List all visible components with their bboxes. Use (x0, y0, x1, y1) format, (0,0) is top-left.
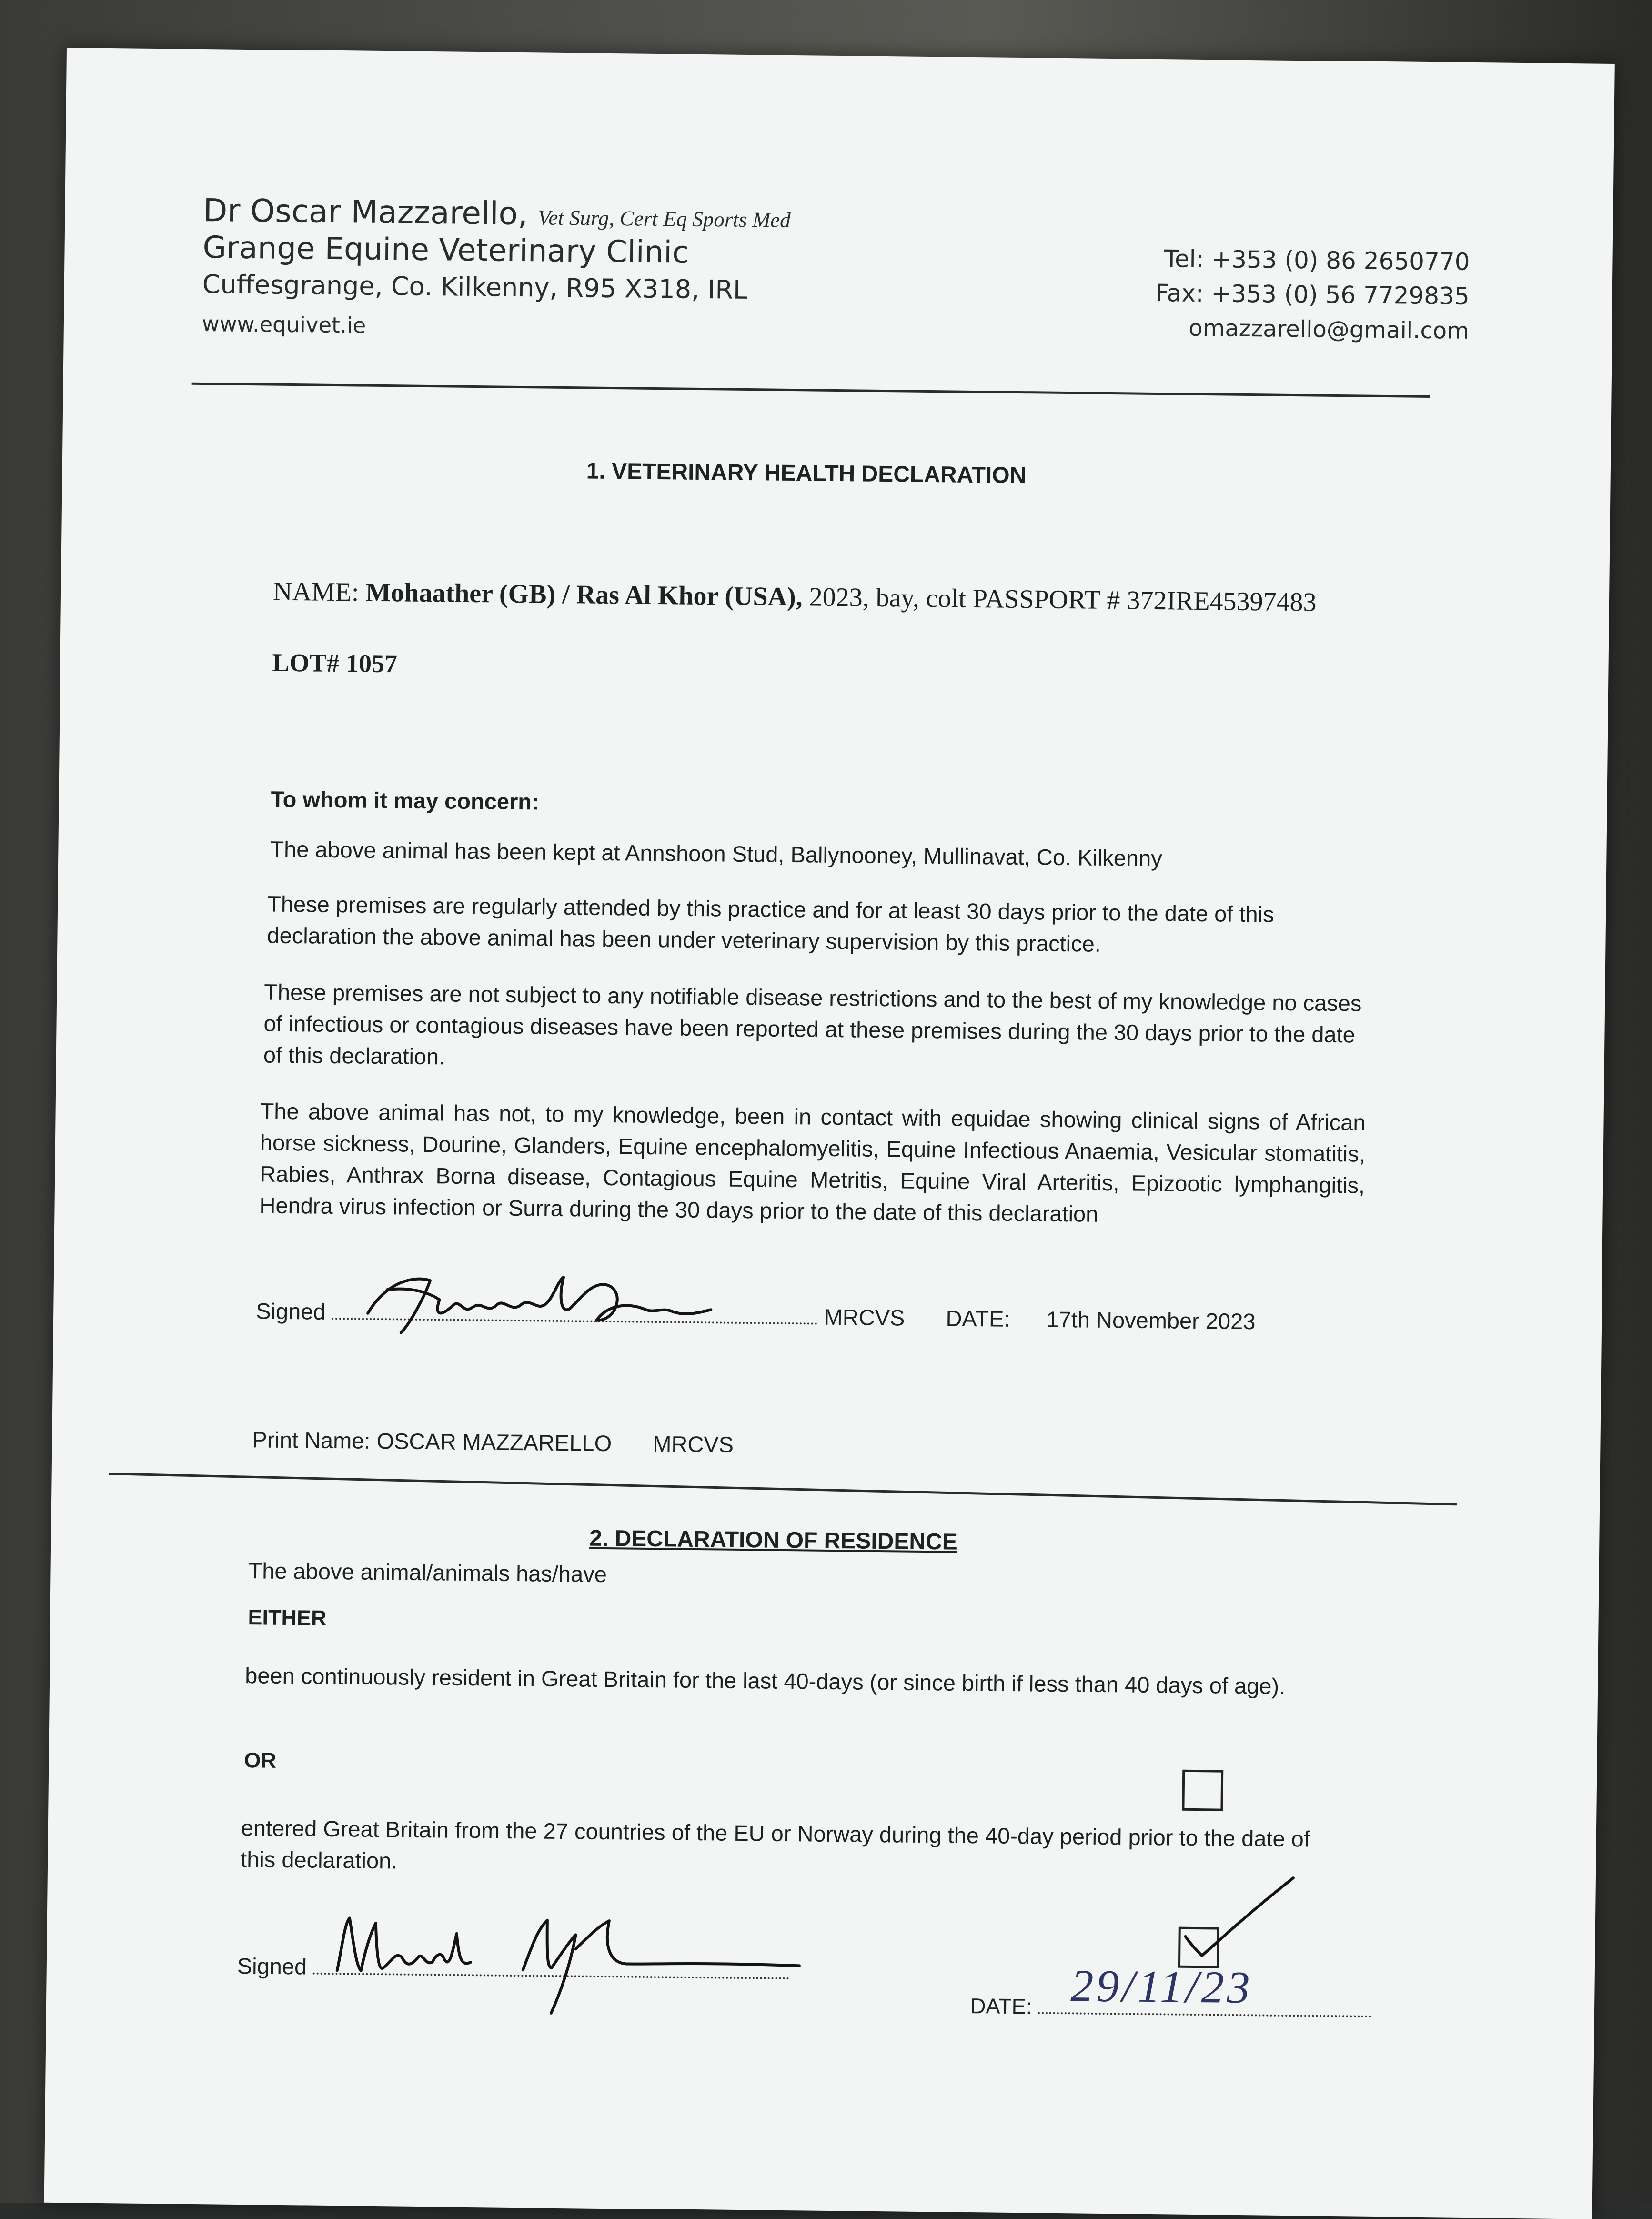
signed-label: Signed (255, 1298, 326, 1324)
fax: Fax: +353 (0) 56 7729835 (1155, 279, 1470, 310)
option-1-checkbox[interactable] (1182, 1770, 1223, 1811)
name-label: NAME: (272, 576, 359, 607)
vet-name-line (203, 192, 791, 235)
print-name-label: Print Name: (252, 1427, 371, 1453)
owner-signature (322, 1889, 896, 2029)
option-text: entered Great Britain from the 27 countries of the EU or Norway during the 40-day period prior to the date of this declaration. (240, 1815, 1310, 1874)
section-divider (109, 1473, 1457, 1505)
animal-details: 2023, bay, colt PASSPORT # 372IRE45397483 (809, 582, 1317, 617)
vet-qualifications: Vet Surg, Cert Eq Sports Med (537, 205, 791, 232)
vet-signature (358, 1261, 721, 1346)
date-label: DATE: (946, 1305, 1010, 1331)
document-page (44, 48, 1615, 2219)
print-name-suffix: MRCVS (653, 1431, 734, 1457)
checkmark-icon (1176, 1860, 1300, 1967)
declaration-paragraph-1 (270, 834, 1376, 877)
clinic-address: Cuffesgrange, Co. Kilkenny, R95 X318, IRL (202, 269, 748, 305)
option-text: been continuously resident in Great Britain for the last 40-days (or since birth if less than 40 days of age). (244, 1663, 1286, 1699)
paragraph-text: The above animal has been kept at Annshoon Stud, Ballynooney, Mullinavat, Co. Kilkenny (270, 836, 1163, 871)
date-label: DATE: (970, 1994, 1032, 2019)
paragraph-text: These premises are regularly attended by this practice and for at least 30 days prior to the date of this declaration the above animal has been under veterinary supervision by this practice. (267, 891, 1274, 957)
declaration-paragraph-4 (259, 1095, 1366, 1232)
section2-title: 2. DECLARATION OF RESIDENCE (589, 1525, 958, 1555)
greeting: To whom it may concern: (271, 786, 539, 815)
clinic-name: Grange Equine Veterinary Clinic (202, 230, 689, 271)
animal-name: Mohaather (GB) / Ras Al Khor (USA), (365, 577, 803, 612)
signed-label: Signed (237, 1953, 307, 1979)
lot-label: LOT# (272, 648, 340, 678)
website-link[interactable]: www.equivet.ie (201, 311, 366, 338)
handwritten-date: 29/11/23 (1070, 1960, 1253, 2013)
paragraph-text: The above animal has not, to my knowledge, been in contact with equidae showing clinical signs of African horse sickness, Dourine, Glanders, Equine encephalomyelitis, Equine Infectious Anaemia, Vesicular stomatitis, Rabies, Anthrax Borna disease, Contagious Equine Metritis, Equine Viral Arteritis, Epizootic lymphangitis, Hendra virus infection or Surra during the 30 days prior to the date of this declaration (259, 1098, 1366, 1227)
lot-number: 1057 (345, 649, 398, 678)
mrcvs-label: MRCVS (824, 1304, 905, 1331)
either-label: EITHER (248, 1605, 327, 1630)
print-name-line (252, 1426, 734, 1458)
date-value: 17th November 2023 (1046, 1306, 1256, 1334)
paragraph-text: These premises are not subject to any notifiable disease restrictions and to the best of my knowledge no cases of infectious or contagious diseases have been reported at these premises during the 30 days prior to the date of this declaration. (263, 979, 1362, 1069)
lot-line (272, 648, 397, 679)
declaration-paragraph-3 (263, 976, 1370, 1082)
residence-intro: The above animal/animals has/have (248, 1558, 607, 1587)
vet-name: Dr Oscar Mazzarello, (203, 192, 528, 232)
telephone: Tel: +353 (0) 86 2650770 (1164, 245, 1470, 276)
residence-option-2 (241, 1812, 1327, 1886)
residence-option-1 (245, 1660, 1331, 1703)
header-divider (192, 383, 1430, 398)
or-label: OR (244, 1748, 277, 1773)
email-link[interactable]: omazzarello@gmail.com (1188, 314, 1470, 344)
animal-name-line (273, 576, 1317, 618)
print-name-value: OSCAR MAZZARELLO (376, 1428, 612, 1456)
declaration-paragraph-2 (267, 888, 1372, 963)
section1-title: 1. VETERINARY HEALTH DECLARATION (586, 458, 1027, 489)
